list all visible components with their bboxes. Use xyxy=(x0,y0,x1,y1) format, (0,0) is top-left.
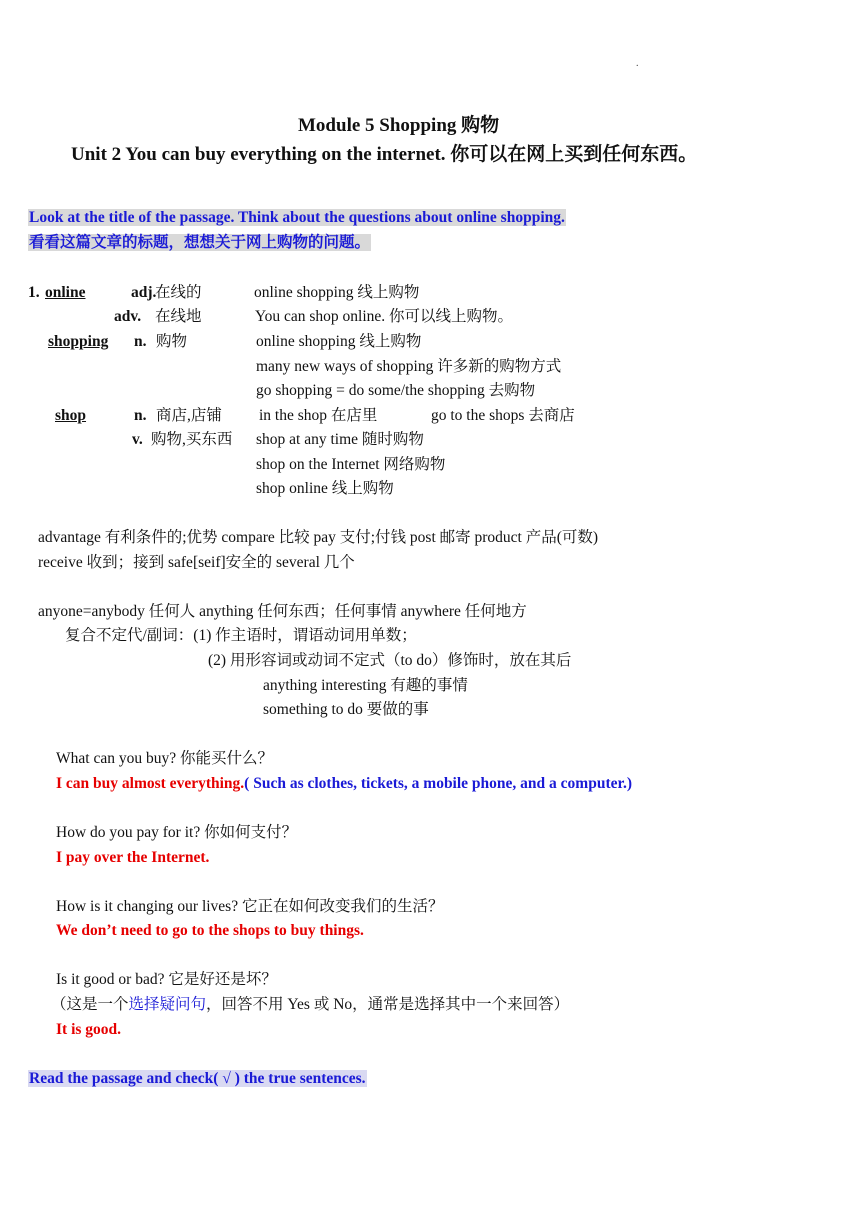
vocab-online: online xyxy=(45,284,86,301)
online-def-adj: 在线的 xyxy=(155,284,202,301)
shop-example-1b: go to the shops 去商店 xyxy=(431,407,575,424)
shop-pos-n: n. xyxy=(134,407,147,424)
answer-4: It is good. xyxy=(56,1021,122,1038)
indefinite-rule-1: 复合不定代/副词：(1) 作主语时，谓语动词用单数； xyxy=(65,627,417,644)
shop-example-1a: in the shop 在店里 xyxy=(259,407,378,424)
question-3: How is it changing our lives? 它正在如何改变我们的生活？ xyxy=(56,898,444,915)
module-title: Module 5 Shopping 购物 xyxy=(298,115,500,136)
indefinite-rule-2: (2) 用形容词或动词不定式（to do）修饰时，放在其后 xyxy=(208,652,572,669)
word-list-line-1: advantage 有利条件的;优势 compare 比较 pay 支付;付钱 post 邮寄 product 产品(可数) xyxy=(38,529,599,546)
online-def-adv: 在线地 xyxy=(155,308,202,325)
intro-en: Look at the title of the passage. Think about the questions about online shopping. xyxy=(29,209,565,226)
online-example-1: online shopping 线上购物 xyxy=(254,284,420,301)
note-prefix: （这是一个 xyxy=(51,996,129,1013)
indefinite-line-1: anyone=anybody 任何人 anything 任何东西；任何事情 anywhere 任何地方 xyxy=(38,603,527,620)
shop-def-n: 商店,店铺 xyxy=(156,407,222,424)
answer-3: We don’t need to go to the shops to buy things. xyxy=(56,922,364,939)
intro-zh: 看看这篇文章的标题，想想关于网上购物的问题。 xyxy=(29,234,371,251)
question-4-note xyxy=(51,995,569,1015)
vocab-number: 1. xyxy=(28,284,40,301)
indefinite-example-1: anything interesting 有趣的事情 xyxy=(263,677,468,694)
answer-2: I pay over the Internet. xyxy=(56,849,210,866)
vocab-shopping: shopping xyxy=(48,333,109,350)
online-pos-adj: adj. xyxy=(131,284,157,301)
answer-1 xyxy=(56,774,632,794)
question-2: How do you pay for it? 你如何支付？ xyxy=(56,824,298,841)
shopping-pos: n. xyxy=(134,333,147,350)
shopping-example-1: online shopping 线上购物 xyxy=(256,333,422,350)
shopping-example-2: many new ways of shopping 许多新的购物方式 xyxy=(256,358,562,375)
online-example-2: You can shop online. 你可以线上购物。 xyxy=(255,308,514,325)
note-suffix: ，回答不用 Yes 或 No，通常是选择其中一个来回答） xyxy=(206,996,570,1013)
shop-def-v: 购物,买东西 xyxy=(151,431,233,448)
shop-pos-v: v. xyxy=(132,431,143,448)
indefinite-example-2: something to do 要做的事 xyxy=(263,701,429,718)
online-pos-adv: adv. xyxy=(114,308,142,325)
page-dot: . xyxy=(636,58,639,69)
shop-example-2: shop at any time 随时购物 xyxy=(256,431,424,448)
note-highlight-term: 选择疑问句 xyxy=(128,996,207,1013)
reading-instruction: Read the passage and check( √ ) the true sentences. xyxy=(29,1070,366,1087)
shop-example-4: shop online 线上购物 xyxy=(256,480,394,497)
question-4: Is it good or bad? 它是好还是坏？ xyxy=(56,971,277,988)
answer-1-main: I can buy almost everything. xyxy=(56,775,245,792)
unit-title: Unit 2 You can buy everything on the internet. 你可以在网上买到任何东西。 xyxy=(71,144,698,165)
shopping-def: 购物 xyxy=(156,333,188,350)
vocab-shop: shop xyxy=(55,407,87,424)
word-list-line-2: receive 收到；接到 safe[seif]安全的 several 几个 xyxy=(38,554,355,571)
question-1: What can you buy? 你能买什么？ xyxy=(56,750,273,767)
answer-1-examples: ( Such as clothes, tickets, a mobile phone, and a computer.) xyxy=(244,775,632,792)
shopping-example-3: go shopping = do some/the shopping 去购物 xyxy=(256,382,536,399)
shop-example-3: shop on the Internet 网络购物 xyxy=(256,456,446,473)
